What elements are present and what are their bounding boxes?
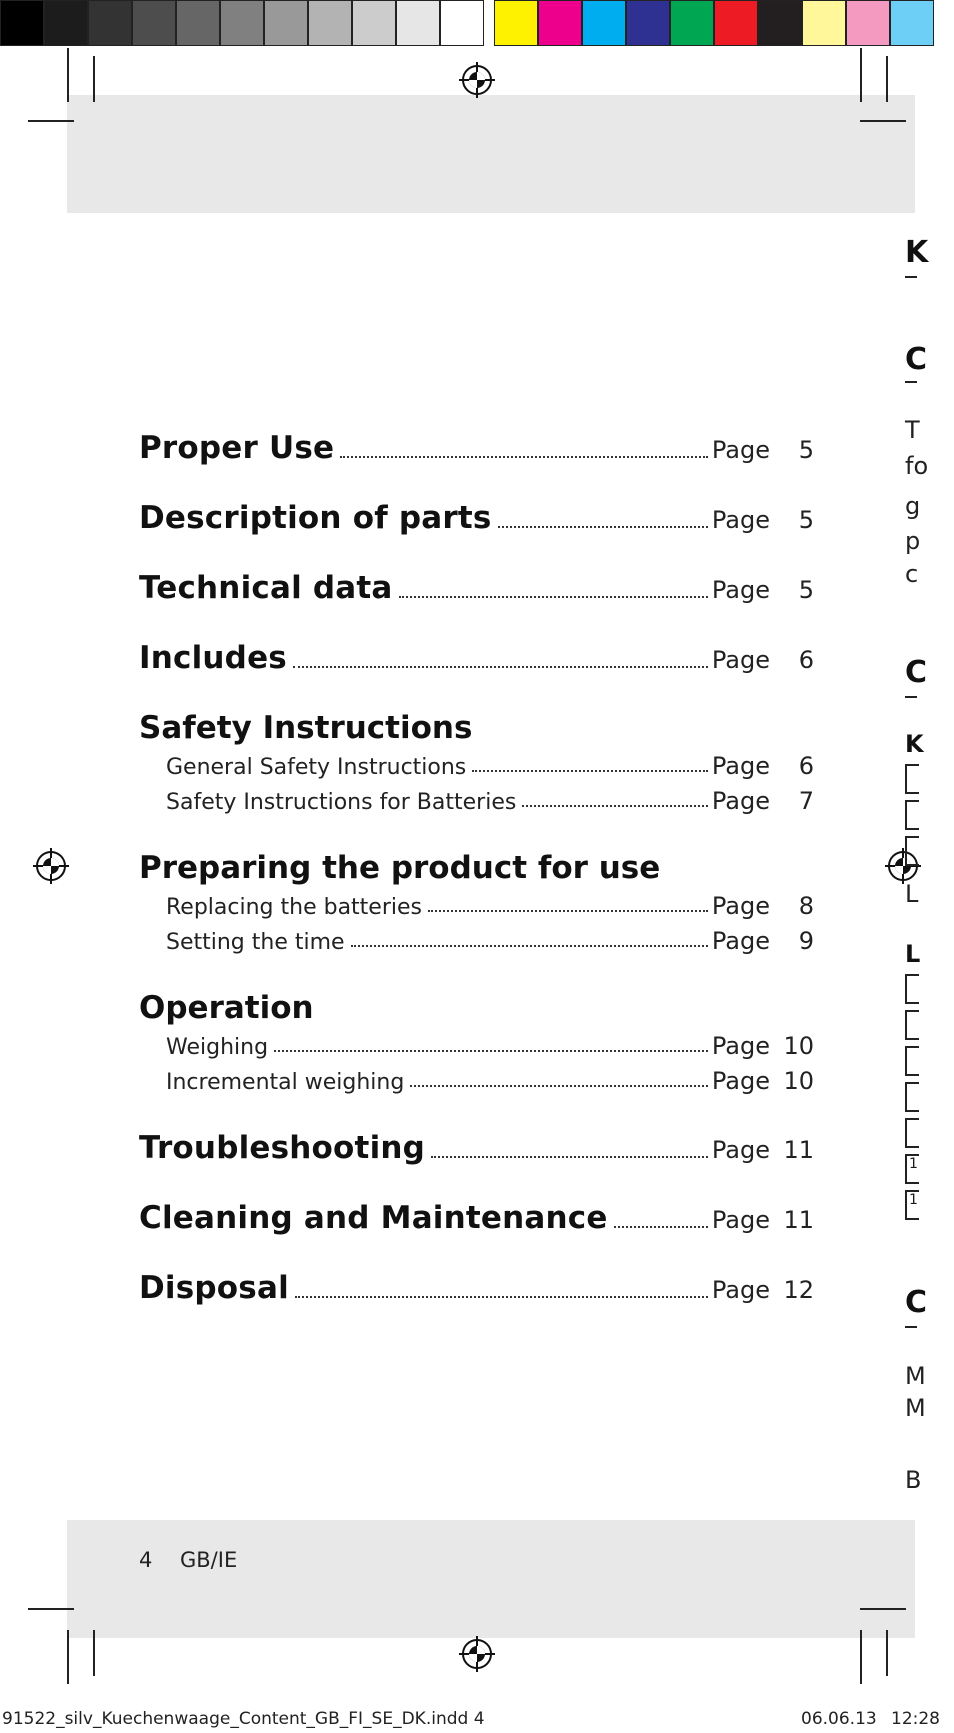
leader-dots xyxy=(295,1296,708,1298)
edge-text: fo xyxy=(905,452,929,480)
footer-page-number: 4 xyxy=(139,1548,153,1572)
toc-page-number: 7 xyxy=(798,787,814,815)
edge-table-cell xyxy=(905,764,919,794)
leader-dots xyxy=(293,666,708,668)
header-band xyxy=(67,95,915,213)
gray-swatch xyxy=(88,0,132,46)
toc-page-label: Page xyxy=(711,576,770,604)
toc-entry-title: General Safety Instructions xyxy=(166,755,467,780)
toc-page-label: Page xyxy=(711,506,770,534)
toc-entry-title: Disposal xyxy=(139,1270,289,1306)
edge-table-cell xyxy=(905,1118,919,1148)
footer-band xyxy=(67,1520,915,1638)
toc-page-label: Page xyxy=(711,436,770,464)
toc-page-label: Page xyxy=(711,787,770,815)
toc-page-number: 9 xyxy=(798,927,814,955)
toc-entry-cleaning[interactable] xyxy=(139,1200,814,1236)
leader-dots xyxy=(498,526,708,528)
toc-page-label: Page xyxy=(711,1206,770,1234)
toc-heading-preparing: Preparing the product for use xyxy=(139,850,661,886)
toc-heading-safety-instructions: Safety Instructions xyxy=(139,710,473,746)
toc-entry-title: Weighing xyxy=(166,1035,269,1060)
color-calibration-bar xyxy=(0,0,954,48)
leader-dots xyxy=(399,596,708,598)
printer-slug-time: 12:28 xyxy=(891,1709,940,1729)
toc-page-label: Page xyxy=(711,646,770,674)
gray-swatch xyxy=(352,0,396,46)
toc-page-number: 12 xyxy=(783,1276,814,1304)
edge-cell-number: 1 xyxy=(909,1156,918,1172)
edge-rule xyxy=(905,276,917,278)
toc-subentry-incremental-weighing[interactable] xyxy=(166,1067,814,1095)
edge-table-cell xyxy=(905,1082,919,1112)
gray-swatch xyxy=(176,0,220,46)
toc-page-number: 11 xyxy=(783,1136,814,1164)
toc-page-number: 10 xyxy=(783,1032,814,1060)
edge-heading: L xyxy=(905,940,921,968)
color-swatch xyxy=(670,0,714,46)
toc-page-label: Page xyxy=(711,1136,770,1164)
toc-page-label: Page xyxy=(711,752,770,780)
leader-dots xyxy=(410,1085,708,1087)
edge-table-cell xyxy=(905,1046,919,1076)
color-swatch xyxy=(758,0,802,46)
registration-mark-bottom-icon xyxy=(459,1636,495,1672)
toc-entry-title: Technical data xyxy=(139,570,393,606)
edge-cell-number: 1 xyxy=(909,1192,918,1208)
toc-page-number: 6 xyxy=(798,646,814,674)
toc-entry-title: Replacing the batteries xyxy=(166,895,422,920)
footer-language: GB/IE xyxy=(180,1548,238,1572)
toc-heading-operation: Operation xyxy=(139,990,314,1026)
toc-entry-includes[interactable] xyxy=(139,640,814,676)
color-swatch xyxy=(890,0,934,46)
color-swatch xyxy=(582,0,626,46)
edge-table-cell xyxy=(905,1154,919,1184)
edge-table-cell xyxy=(905,836,919,866)
gray-swatch xyxy=(220,0,264,46)
color-swatch xyxy=(538,0,582,46)
edge-heading: C xyxy=(905,655,928,690)
toc-entry-description-of-parts[interactable] xyxy=(139,500,814,536)
color-swatch xyxy=(714,0,758,46)
edge-rule xyxy=(905,1326,917,1328)
toc-page-label: Page xyxy=(711,1067,770,1095)
toc-entry-title: Safety Instructions for Batteries xyxy=(166,790,517,815)
toc-entry-proper-use[interactable] xyxy=(139,430,814,466)
toc-subentry-weighing[interactable] xyxy=(166,1032,814,1060)
toc-subentry-setting-time[interactable] xyxy=(166,927,814,955)
gray-swatch xyxy=(44,0,88,46)
toc-entry-title: Incremental weighing xyxy=(166,1070,405,1095)
toc-page-label: Page xyxy=(711,927,770,955)
toc-entry-title: Cleaning and Maintenance xyxy=(139,1200,608,1236)
toc-page-number: 5 xyxy=(798,576,814,604)
leader-dots xyxy=(614,1226,708,1228)
toc-page-number: 5 xyxy=(798,436,814,464)
toc-entry-title: Includes xyxy=(139,640,287,676)
leader-dots xyxy=(428,910,708,912)
toc-page-number: 10 xyxy=(783,1067,814,1095)
gray-swatch xyxy=(396,0,440,46)
leader-dots xyxy=(274,1050,708,1052)
toc-entry-troubleshooting[interactable] xyxy=(139,1130,814,1166)
edge-text: g xyxy=(905,492,921,520)
edge-heading: K xyxy=(905,730,924,758)
toc-entry-title: Setting the time xyxy=(166,930,345,955)
registration-mark-left-icon xyxy=(33,848,69,884)
color-swatch xyxy=(494,0,538,46)
toc-entry-disposal[interactable] xyxy=(139,1270,814,1306)
edge-text: T xyxy=(905,416,920,444)
color-swatch xyxy=(802,0,846,46)
gray-swatch xyxy=(440,0,484,46)
toc-page-number: 6 xyxy=(798,752,814,780)
edge-text: M xyxy=(905,1362,926,1390)
registration-mark-top-icon xyxy=(459,62,495,98)
toc-subentry-battery-safety[interactable] xyxy=(166,787,814,815)
gray-swatch xyxy=(264,0,308,46)
color-swatch xyxy=(626,0,670,46)
toc-entry-title: Description of parts xyxy=(139,500,492,536)
gray-swatch xyxy=(132,0,176,46)
leader-dots xyxy=(351,945,708,947)
leader-dots xyxy=(522,805,708,807)
gray-swatch xyxy=(0,0,44,46)
edge-heading: C xyxy=(905,342,928,377)
leader-dots xyxy=(472,770,708,772)
toc-subentry-replacing-batteries[interactable] xyxy=(166,892,814,920)
toc-page-label: Page xyxy=(711,892,770,920)
edge-text: M xyxy=(905,1394,926,1422)
printer-slug-date: 06.06.13 xyxy=(801,1709,877,1729)
leader-dots xyxy=(431,1156,708,1158)
toc-page-label: Page xyxy=(711,1276,770,1304)
edge-rule xyxy=(905,381,917,383)
gray-swatch xyxy=(308,0,352,46)
printer-slug-filename: 91522_silv_Kuechenwaage_Content_GB_FI_SE_DK.indd 4 xyxy=(2,1709,485,1729)
edge-text: L xyxy=(905,880,919,908)
edge-table-cell xyxy=(905,1190,919,1220)
toc-page-number: 5 xyxy=(798,506,814,534)
toc-subentry-general-safety[interactable] xyxy=(166,752,814,780)
toc-page-label: Page xyxy=(711,1032,770,1060)
edge-table-cell xyxy=(905,800,919,830)
toc-entry-title: Troubleshooting xyxy=(139,1130,426,1166)
edge-heading: K xyxy=(905,235,929,270)
edge-rule xyxy=(905,696,917,698)
edge-text: B xyxy=(905,1466,922,1494)
toc-entry-technical-data[interactable] xyxy=(139,570,814,606)
edge-table-cell xyxy=(905,1010,919,1040)
leader-dots xyxy=(340,456,708,458)
edge-text: c xyxy=(905,560,919,588)
toc-entry-title: Proper Use xyxy=(139,430,335,466)
toc-page-number: 11 xyxy=(783,1206,814,1234)
edge-heading: C xyxy=(905,1285,928,1320)
toc-page-number: 8 xyxy=(798,892,814,920)
edge-table-cell xyxy=(905,974,919,1004)
edge-text: p xyxy=(905,527,921,555)
color-swatch xyxy=(846,0,890,46)
